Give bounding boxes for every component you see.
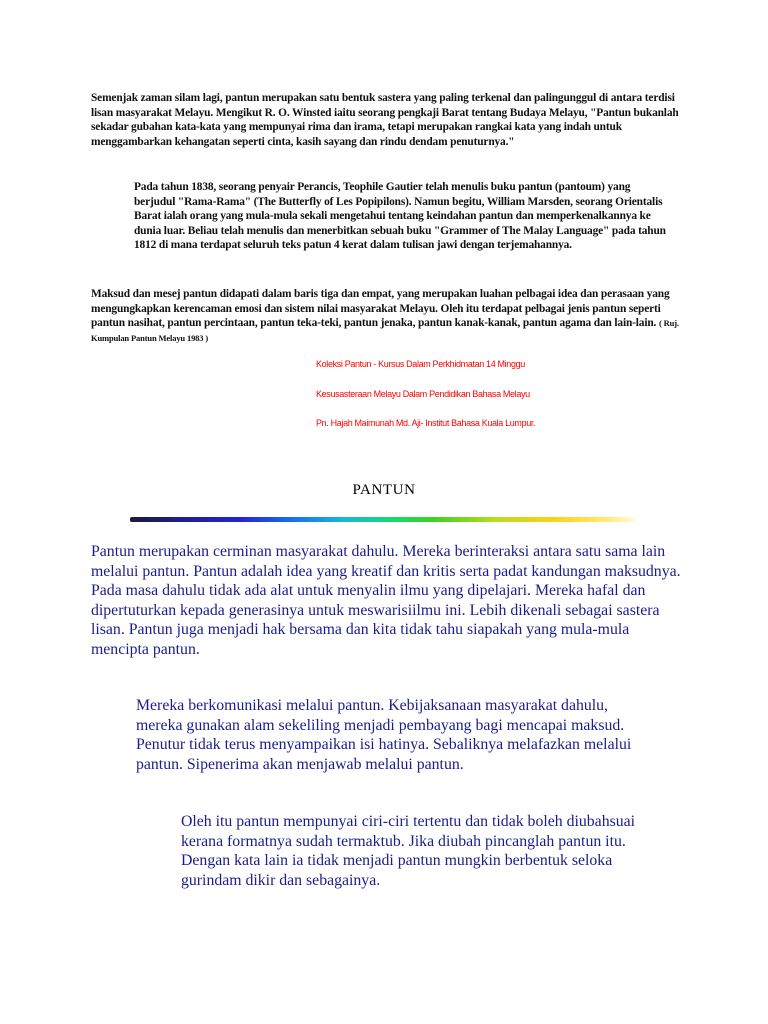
intro-paragraph-3-text: Maksud dan mesej pantun didapati dalam baris tiga dan empat, yang merupakan luahan pelbagai idea dan perasaan yang mengungkapkan kerencaman emosi dan sistem nilai masyarakat Melayu. Oleh itu terdapat pelbagai jenis pantun seperti pantun nasihat, pantun percintaan, pantun teka-teki, pantun jenaka, pantun kanak-kanak, pantun agama dan lain-lain. bbox=[91, 288, 670, 330]
intro-paragraph-1: Semenjak zaman silam lagi, pantun merupakan satu bentuk sastera yang paling terkenal dan palingunggul di antara terdisi lisan masyarakat Melayu. Mengikut R. O. Winsted iaitu seorang pengkaji Barat tentang Budaya Melayu, "Pantun bukanlah sekadar gubahan kata-kata yang mempunyai rima dan irama, tetapi merupakan rangkai kata yang indah untuk menggambarkan kehangatan seperti cinta, kasih sayang dan rindu dendam penuturnya." bbox=[91, 92, 679, 148]
body-paragraph-2-indented: Mereka berkomunikasi melalui pantun. Kebijaksanaan masyarakat dahulu, mereka gunakan alam sekeliling menjadi pembayang bagi mencapai maksud. Penutur tidak terus menyampaikan isi hatinya. Sebaliknya melafazkan melalui pantun. Sipenerima akan menjawab melalui pantun. bbox=[136, 697, 632, 773]
intro-paragraph-3 bbox=[91, 287, 683, 345]
body-paragraph-3-indented: Oleh itu pantun mempunyai ciri-ciri tertentu dan tidak boleh diubahsuai kerana formatnya sudah termaktub. Jika diubah pincanglah pantun itu. Dengan kata lain ia tidak menjadi pantun mungkin berbentuk seloka gurindam dikir dan sebagainya. bbox=[181, 813, 636, 889]
intro-citation: ( Ruj. Kumpulan Pantun Melayu 1983 ) bbox=[91, 318, 679, 343]
intro-paragraph-2-indented: Pada tahun 1838, seorang penyair Perancis, Teophile Gautier telah menulis buku pantun (pantoum) yang berjudul "Rama-Rama" (The Butterfly of Les Popipilons). Namun begitu, William Marsden, seorang Orientalis Barat ialah orang yang mula-mula sekali mengetahui tentang keindahan pantun dan memperkenalkannya ke dunia luar. Beliau telah menulis dan menerbitkan sebuah buku "Grammer of The Malay Language" pada tahun 1812 di mana terdapat seluruh teks patun 4 kerat dalam tulisan jawi dengan terjemahannya. bbox=[134, 181, 666, 252]
reference-line-1: Koleksi Pantun - Kursus Dalam Perkhidmatan 14 Minggu bbox=[316, 359, 525, 369]
reference-line-2: Kesusasteraan Melayu Dalam Pendidikan Bahasa Melayu bbox=[316, 389, 530, 399]
reference-line-3: Pn. Hajah Maimunah Md. Aji- Institut Bahasa Kuala Lumpur. bbox=[316, 418, 536, 428]
section-title: PANTUN bbox=[352, 482, 416, 498]
rainbow-divider bbox=[130, 517, 636, 522]
body-paragraph-1: Pantun merupakan cerminan masyarakat dahulu. Mereka berinteraksi antara satu sama lain melalui pantun. Pantun adalah idea yang kreatif dan kritis serta padat kandungan maksudnya. Pada masa dahulu tidak ada alat untuk menyalin ilmu yang dipelajari. Mereka hafal dan dipertuturkan kepada generasinya untuk meswarisiilmu ini. Lebih dikenali sebagai sastera lisan. Pantun juga menjadi hak bersama dan kita tidak tahu siapakah yang mula-mula mencipta pantun. bbox=[91, 543, 681, 658]
